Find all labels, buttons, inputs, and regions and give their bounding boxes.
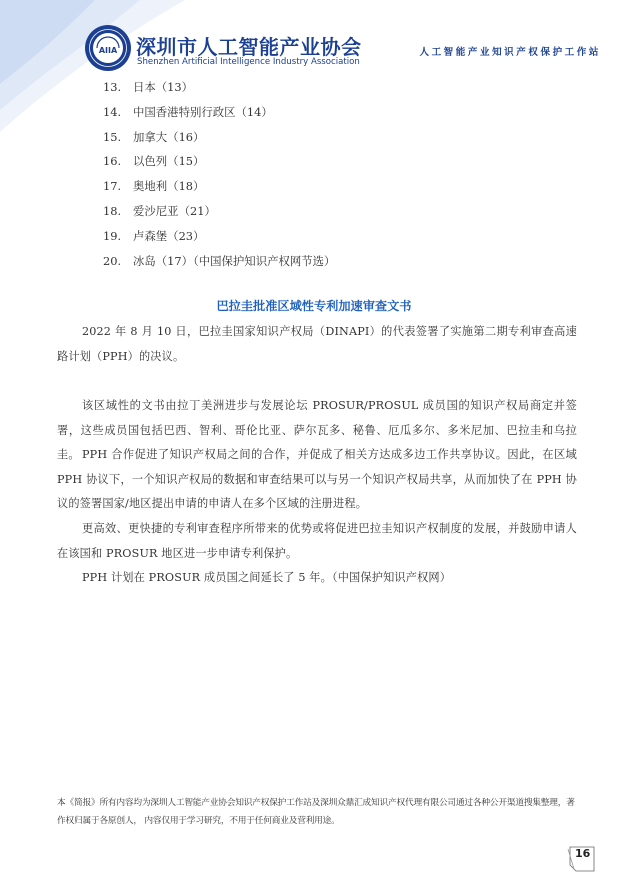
association-logo (84, 24, 132, 72)
org-name-cn: 深圳市人工智能产业协会 (136, 35, 362, 59)
article-paragraph: 更高效、更快捷的专利审查程序所带来的优势或将促进巴拉圭知识产权制度的发展，并鼓励申请人在该国和 PROSUR 地区进一步申请专利保护。 (57, 522, 577, 560)
logo-lettering: AIIA (98, 46, 118, 55)
article-paragraph: PPH 计划在 PROSUR 成员国之间延长了 5 年。（中国保护知识产权网） (82, 571, 452, 584)
list-item-text: 中国香港特别行政区（14） (133, 104, 273, 119)
list-item-number: 17. (103, 179, 122, 194)
list-item-text: 卢森堡（23） (133, 228, 205, 243)
list-item-number: 14. (103, 104, 122, 119)
country-list-item (103, 178, 335, 203)
list-item-text: 日本（13） (133, 80, 194, 94)
list-item-text: 冰岛（17）（中国保护知识产权网节选） (133, 253, 336, 268)
country-list-item (103, 79, 335, 104)
footer-disclaimer: 本《简报》所有内容均为深圳人工智能产业协会知识产权保护工作站及深圳众鼎汇成知识产权代理有限公司通过各种公开渠道搜集整理，著作权归属于各原创人， 内容仅用于学习研究，不用于任何商业及营利用途。 (57, 798, 575, 826)
country-list-item (103, 104, 335, 129)
country-list-item (103, 228, 335, 253)
article-paragraph: PPH 合作促进了知识产权局之间的合作，并促成了相关方达成多边工作共享协议。因此，在区域 PPH 协议下，一个知识产权局的数据和审查结果可以与另一个知识产权局共享，从而加快了在 PPH 协议的签署国家/地区提出申请的申请人在多个区域的注册进程。 (57, 448, 577, 511)
list-item-text: 加拿大（16） (133, 129, 205, 144)
list-item-number: 18. (103, 203, 122, 218)
list-item-text: 爱沙尼亚（21） (133, 203, 216, 218)
list-item-number: 19. (103, 228, 122, 243)
list-item-number: 13. (103, 80, 122, 94)
org-name-en: Shenzhen Artificial Intelligence Industry Association (137, 57, 360, 67)
workstation-label: 人工智能产业知识产权保护工作站 (419, 47, 601, 58)
list-item-text: 以色列（15） (133, 154, 205, 169)
page-number: 16 (575, 847, 591, 860)
article-paragraph: 该区域性的文书由拉丁美洲进步与发展论坛 PROSUR/PROSUL 成员国的知识产权局商定并签署，这些成员国包括巴西、智利、哥伦比亚、萨尔瓦多、秘鲁、厄瓜多尔、多米尼加、巴拉圭和乌拉圭。 (57, 399, 577, 462)
country-list (103, 79, 335, 277)
country-list-item (103, 129, 335, 154)
country-list-item (103, 253, 335, 278)
article-title: 巴拉圭批准区域性专利加速审查文书 (216, 299, 412, 313)
country-list-item (103, 203, 335, 228)
list-item-number: 15. (103, 129, 122, 144)
article-paragraph: 2022 年 8 月 10 日，巴拉圭国家知识产权局（DINAPI）的代表签署了实施第二期专利审查高速路计划（PPH）的决议。 (57, 325, 577, 363)
list-item-number: 20. (103, 253, 122, 268)
list-item-text: 奥地利（18） (133, 179, 205, 194)
country-list-item (103, 153, 335, 178)
list-item-number: 16. (103, 154, 122, 169)
